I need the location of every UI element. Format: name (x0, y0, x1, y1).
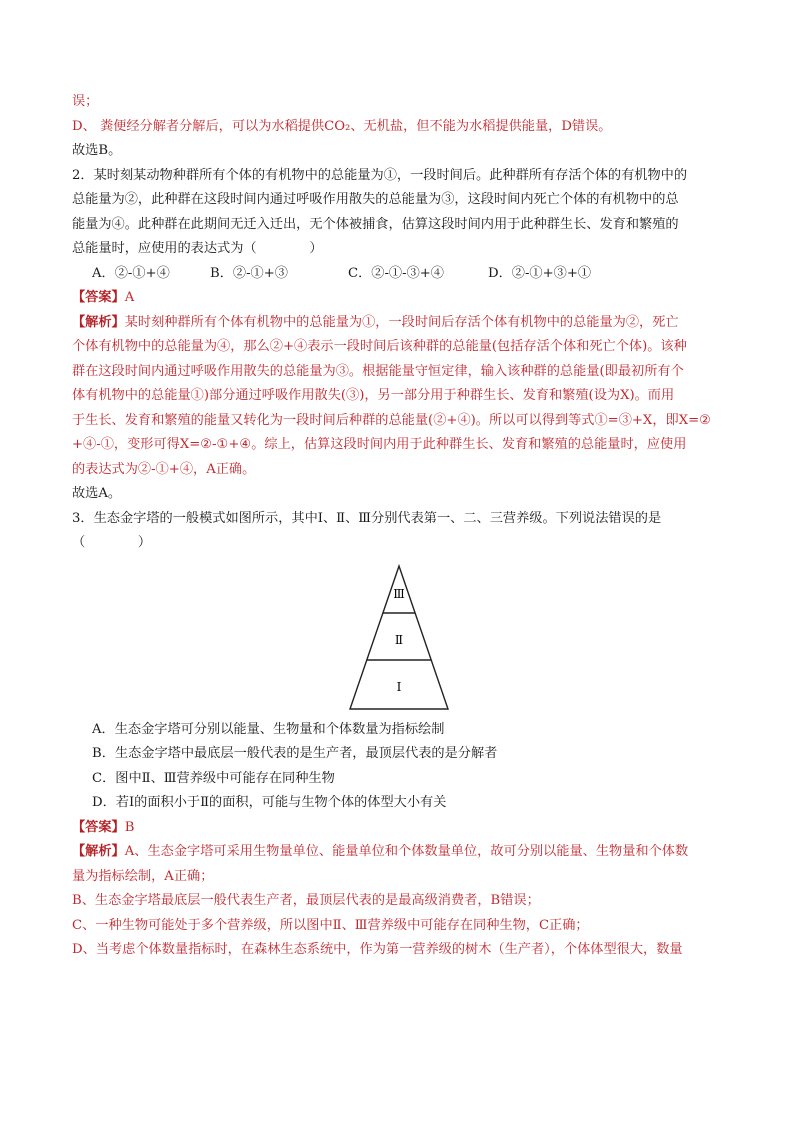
option-c: C．图中Ⅱ、Ⅲ营养级中可能存在同种生物 (92, 770, 335, 786)
prev-conclusion: 故选B。 (72, 143, 122, 158)
option-c: C．②-①-③+④ (348, 265, 444, 281)
prev-answer-top: 误； (72, 94, 99, 109)
option-b: B．②-①+③ (210, 265, 288, 281)
answer-value: B (124, 819, 135, 835)
answer-value: A (124, 290, 135, 305)
analysis-tag: 【解析】 (72, 844, 125, 859)
question-3-stem: 3．生态金字塔的一般模式如图所示，其中Ⅰ、Ⅱ、Ⅲ分别代表第一、二、三营养级。下列说法错误的是 （ ） (72, 510, 662, 550)
level-ii-label: Ⅱ (394, 632, 404, 647)
question-2-conclusion: 故选A。 (72, 486, 122, 501)
ecological-pyramid-figure (72, 564, 724, 712)
option-a: A．②-①+④ (92, 265, 170, 281)
option-b: B．生态金字塔中最底层一般代表的是生产者，最顶层代表的是分解者 (92, 746, 498, 761)
pyramid-diagram (349, 564, 449, 712)
question-2-options (72, 262, 724, 287)
question-3-options (72, 718, 724, 816)
answer-tag: 【答案】 (72, 819, 125, 835)
option-d: D．若Ⅰ的面积小于Ⅱ的面积，可能与生物个体的体型大小有关 (92, 795, 447, 810)
question-2-analysis: 【解析】某时刻种群所有个体有机物中的总能量为①，一段时间后存活个体有机物中的总能量为②，死亡 个体有机物中的总能量为④，那么②+④表示一段时间后该种群的总能量(包括存活个体和死亡个体)。该种 群在这段时间内通过呼吸作用散失的总能量为③。根据能量守恒定律，输入该种群的总能量(即最初所有个 体有机物中的总能量①)部分通过呼吸作用散失(③)，另一部分用于种群生长、发育和繁殖(设为X)。而用 于生长、发育和繁殖的能量又转化为一段时间后种群的总能量(②+④)。所以可以得到等式①=③+X，即X=② +④-①，变形可得X=②-①+④。综上，估算这段时间内用于此种群生长、发育和繁殖的总能量时，应使用 的表达式为②-①+④，A正确。 (72, 314, 711, 477)
option-a: A．生态金字塔可分别以能量、生物量和个体数量为指标绘制 (92, 721, 445, 737)
level-i-label: Ⅰ (396, 679, 402, 694)
question-3-answer (72, 816, 724, 841)
option-d: D．②-①+③+① (488, 265, 592, 281)
document-page (72, 90, 724, 963)
analysis-tag: 【解析】 (72, 314, 125, 330)
level-iii-label: Ⅲ (393, 586, 405, 601)
prev-answer-option-d: D、 粪便经分解者分解后，可以为水稻提供CO₂、无机盐，但不能为水稻提供能量，D错误。 (72, 118, 612, 134)
question-3-analysis: 【解析】A、生态金字塔可采用生物量单位、能量单位和个体数量单位，故可分别以能量、生物量和个体数 量为指标绘制，A正确； B、生态金字塔最底层一般代表生产者，最顶层代表的是最高级消费者，B错误； C、一种生物可能处于多个营养级，所以图中Ⅱ、Ⅲ营养级中可能存在同种生物，C正确； D、当考虑个体数量指标时，在森林生态系统中，作为第一营养级的树木（生产者），个体体型很大，数量 (72, 844, 689, 957)
answer-tag: 【答案】 (72, 290, 125, 305)
question-2-stem: 2．某时刻某动物种群所有个体的有机物中的总能量为①，一段时间后。此种群所有存活个体的有机物中的 总能量为②，此种群在这段时间内通过呼吸作用散失的总能量为③，这段时间内死亡个体的有机物中的总 能量为④。此种群在此期间无迁入迁出，无个体被捕食，估算这段时间内用于此种群生长、发育和繁殖的 总能量时，应使用的表达式为（ ） (72, 167, 688, 256)
question-2-answer (72, 286, 724, 311)
